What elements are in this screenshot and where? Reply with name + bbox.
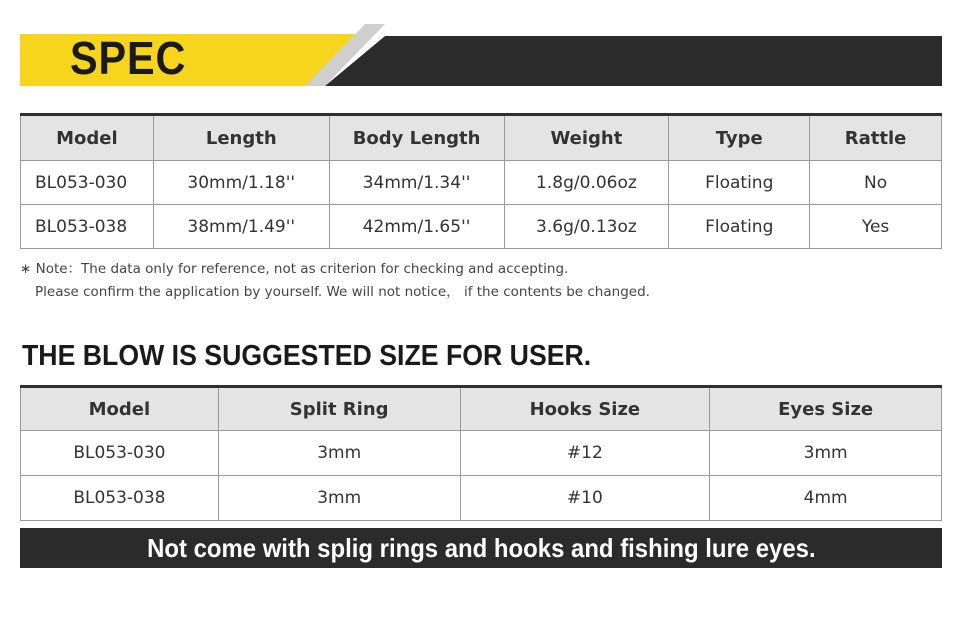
size-table-header-row — [21, 387, 942, 431]
table-row — [21, 161, 942, 205]
table-row — [21, 205, 942, 249]
cell-hooks-size: #12 — [460, 431, 710, 476]
table-row — [21, 431, 942, 476]
spec-table — [20, 113, 942, 249]
header-hooks-size: Hooks Size — [460, 387, 710, 431]
header-split-ring: Split Ring — [218, 387, 460, 431]
disclaimer-note — [20, 258, 650, 304]
cell-hooks-size: #10 — [460, 476, 710, 521]
footer-banner — [20, 528, 942, 568]
cell-body-length: 34mm/1.34'' — [329, 161, 504, 205]
header-model: Model — [21, 387, 219, 431]
spec-banner — [20, 24, 942, 86]
header-body-length: Body Length — [329, 115, 504, 161]
cell-length: 30mm/1.18'' — [153, 161, 329, 205]
cell-split-ring: 3mm — [218, 431, 460, 476]
header-length: Length — [153, 115, 329, 161]
cell-model: BL053-038 — [21, 476, 219, 521]
cell-weight: 1.8g/0.06oz — [504, 161, 669, 205]
header-eyes-size: Eyes Size — [710, 387, 942, 431]
cell-model: BL053-030 — [21, 431, 219, 476]
size-table — [20, 385, 942, 521]
header-model: Model — [21, 115, 154, 161]
cell-eyes-size: 4mm — [710, 476, 942, 521]
size-section-title: THE BLOW IS SUGGESTED SIZE FOR USER. — [22, 340, 592, 372]
cell-type: Floating — [669, 205, 810, 249]
header-weight: Weight — [504, 115, 669, 161]
header-rattle: Rattle — [810, 115, 942, 161]
cell-eyes-size: 3mm — [710, 431, 942, 476]
cell-type: Floating — [669, 161, 810, 205]
cell-model: BL053-030 — [21, 161, 154, 205]
note-line-2: Please confirm the application by yourself. We will not notice， if the contents be changed. — [35, 284, 650, 300]
cell-weight: 3.6g/0.13oz — [504, 205, 669, 249]
cell-rattle: Yes — [810, 205, 942, 249]
cell-rattle: No — [810, 161, 942, 205]
header-type: Type — [669, 115, 810, 161]
cell-body-length: 42mm/1.65'' — [329, 205, 504, 249]
cell-split-ring: 3mm — [218, 476, 460, 521]
footer-text: Not come with splig rings and hooks and fishing lure eyes. — [146, 533, 816, 563]
cell-length: 38mm/1.49'' — [153, 205, 329, 249]
table-row — [21, 476, 942, 521]
cell-model: BL053-038 — [21, 205, 154, 249]
spec-title: SPEC — [70, 32, 187, 84]
spec-table-header-row — [21, 115, 942, 161]
note-line-1: ∗ Note：The data only for reference, not as criterion for checking and accepting. — [20, 261, 569, 277]
